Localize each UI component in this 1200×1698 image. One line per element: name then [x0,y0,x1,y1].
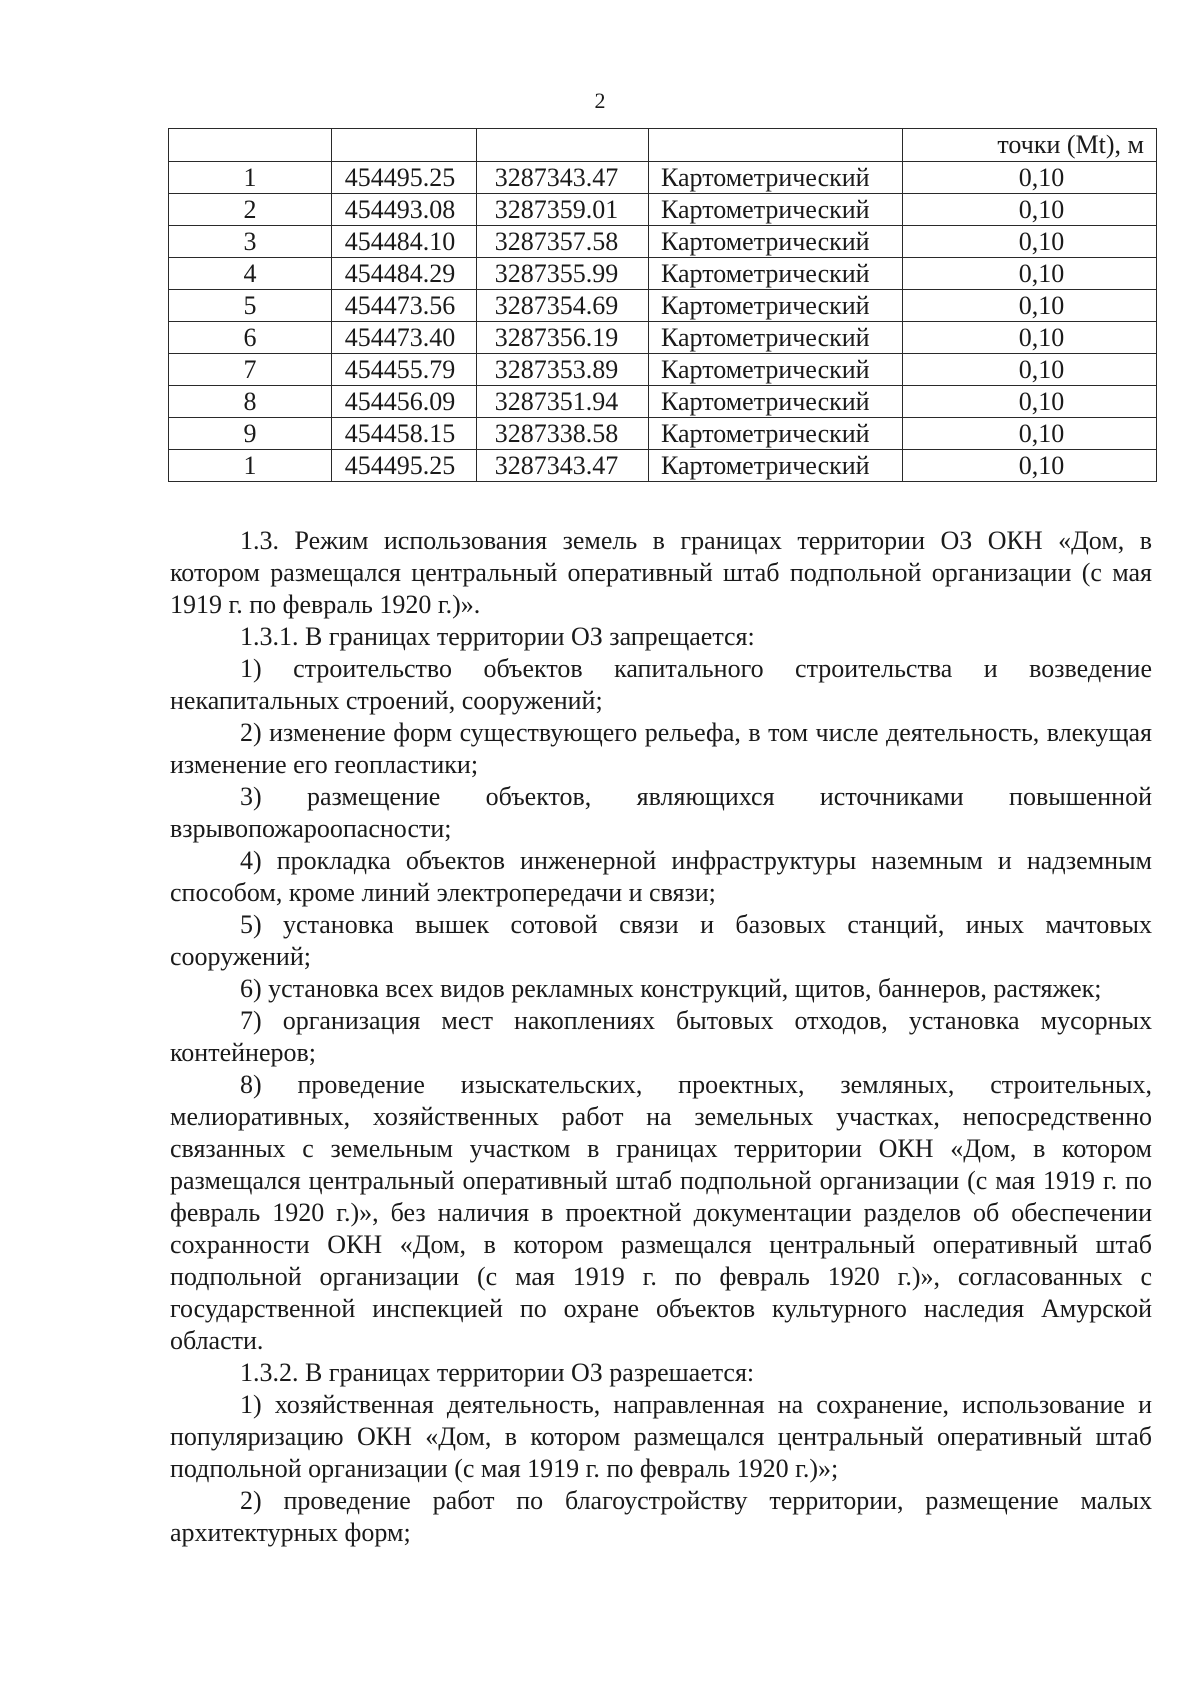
method-cell: Картометрический [649,322,903,354]
paragraph: 1.3.1. В границах территории ОЗ запрещается: [240,622,755,651]
x-coordinate-cell: 454456.09 [332,386,477,418]
y-coordinate-cell: 3287338.58 [477,418,649,450]
x-coordinate-cell: 454484.10 [332,226,477,258]
coordinates-table-body [169,129,1157,482]
y-coordinate-cell: 3287354.69 [477,290,649,322]
table-row [169,354,1157,386]
table-row [169,450,1157,482]
paragraph: 5) установка вышек сотовой связи и базовых станций, иных мачтовых сооружений; [170,910,1152,971]
method-cell: Картометрический [649,386,903,418]
method-cell: Картометрический [649,226,903,258]
point-number-cell: 4 [169,258,332,290]
table-row [169,290,1157,322]
accuracy-cell: 0,10 [903,290,1157,322]
paragraph: 1) строительство объектов капитального строительства и возведение некапитальных строений, сооружений; [170,654,1152,715]
x-coordinate-cell: 454484.29 [332,258,477,290]
x-coordinate-cell: 454458.15 [332,418,477,450]
y-coordinate-cell: 3287355.99 [477,258,649,290]
paragraph: 3) размещение объектов, являющихся источниками повышенной взрывопожароопасности; [170,782,1152,843]
table-row [169,258,1157,290]
paragraph: 1.3. Режим использования земель в границах территории ОЗ ОКН «Дом, в котором размещался центральный оперативный штаб подпольной организации (с мая 1919 г. по февраль 1920 г.)». [170,526,1152,619]
y-coordinate-cell: 3287343.47 [477,162,649,194]
paragraph: 4) прокладка объектов инженерной инфраструктуры наземным и надземным способом, кроме линий электропередачи и связи; [170,846,1152,907]
x-coordinate-cell: 454473.40 [332,322,477,354]
regulation-text [170,525,1152,1549]
point-number-cell: 5 [169,290,332,322]
header-cell [332,129,477,162]
point-number-cell: 3 [169,226,332,258]
x-coordinate-cell: 454495.25 [332,450,477,482]
table-row [169,162,1157,194]
method-cell: Картометрический [649,418,903,450]
accuracy-cell: 0,10 [903,258,1157,290]
paragraph: 7) организация мест накоплениях бытовых отходов, установка мусорных контейнеров; [170,1006,1152,1067]
y-coordinate-cell: 3287343.47 [477,450,649,482]
table-row [169,386,1157,418]
point-number-cell: 6 [169,322,332,354]
table-row [169,226,1157,258]
y-coordinate-cell: 3287356.19 [477,322,649,354]
paragraph: 6) установка всех видов рекламных конструкций, щитов, баннеров, растяжек; [240,974,1102,1003]
accuracy-cell: 0,10 [903,386,1157,418]
table-row [169,322,1157,354]
method-cell: Картометрический [649,194,903,226]
header-cell [169,129,332,162]
paragraph: 1) хозяйственная деятельность, направленная на сохранение, использование и популяризацию ОКН «Дом, в котором размещался центральный оперативный штаб подпольной организации (с мая 1919 г. по февраль 1920 г.)»; [170,1390,1152,1483]
paragraph: 1.3.2. В границах территории ОЗ разрешается: [240,1358,755,1387]
x-coordinate-cell: 454455.79 [332,354,477,386]
x-coordinate-cell: 454473.56 [332,290,477,322]
paragraph: 2) проведение работ по благоустройству территории, размещение малых архитектурных форм; [170,1486,1152,1547]
header-cell [477,129,649,162]
method-cell: Картометрический [649,258,903,290]
y-coordinate-cell: 3287357.58 [477,226,649,258]
coordinates-table [168,128,1157,482]
accuracy-cell: 0,10 [903,418,1157,450]
point-number-cell: 8 [169,386,332,418]
method-cell: Картометрический [649,290,903,322]
point-number-cell: 1 [169,162,332,194]
point-number-cell: 9 [169,418,332,450]
page-number: 2 [594,88,606,113]
method-cell: Картометрический [649,354,903,386]
header-cell-accuracy: точки (Mt), м [903,129,1157,162]
point-number-cell: 2 [169,194,332,226]
paragraph: 8) проведение изыскательских, проектных, земляных, строительных, мелиоративных, хозяйственных работ на земельных участках, непосредственно связанных с земельным участком в границах территории ОКН «Дом, в котором размещался центральный оперативный штаб подпольной организации (с мая 1919 г. по февраль 1920 г.)», без наличия в проектной документации разделов об обеспечении сохранности ОКН «Дом, в котором размещался центральный оперативный штаб подпольной организации (с мая 1919 г. по февраль 1920 г.)», согласованных с государственной инспекцией по охране объектов культурного наследия Амурской области. [170,1070,1152,1355]
x-coordinate-cell: 454493.08 [332,194,477,226]
table-header-row [169,129,1157,162]
table-row [169,194,1157,226]
method-cell: Картометрический [649,162,903,194]
header-cell [649,129,903,162]
accuracy-cell: 0,10 [903,354,1157,386]
point-number-cell: 7 [169,354,332,386]
accuracy-cell: 0,10 [903,322,1157,354]
x-coordinate-cell: 454495.25 [332,162,477,194]
point-number-cell: 1 [169,450,332,482]
accuracy-cell: 0,10 [903,194,1157,226]
accuracy-cell: 0,10 [903,226,1157,258]
y-coordinate-cell: 3287351.94 [477,386,649,418]
accuracy-cell: 0,10 [903,162,1157,194]
y-coordinate-cell: 3287359.01 [477,194,649,226]
accuracy-cell: 0,10 [903,450,1157,482]
paragraph: 2) изменение форм существующего рельефа, в том числе деятельность, влекущая изменение его геопластики; [170,718,1152,779]
y-coordinate-cell: 3287353.89 [477,354,649,386]
table-row [169,418,1157,450]
method-cell: Картометрический [649,450,903,482]
